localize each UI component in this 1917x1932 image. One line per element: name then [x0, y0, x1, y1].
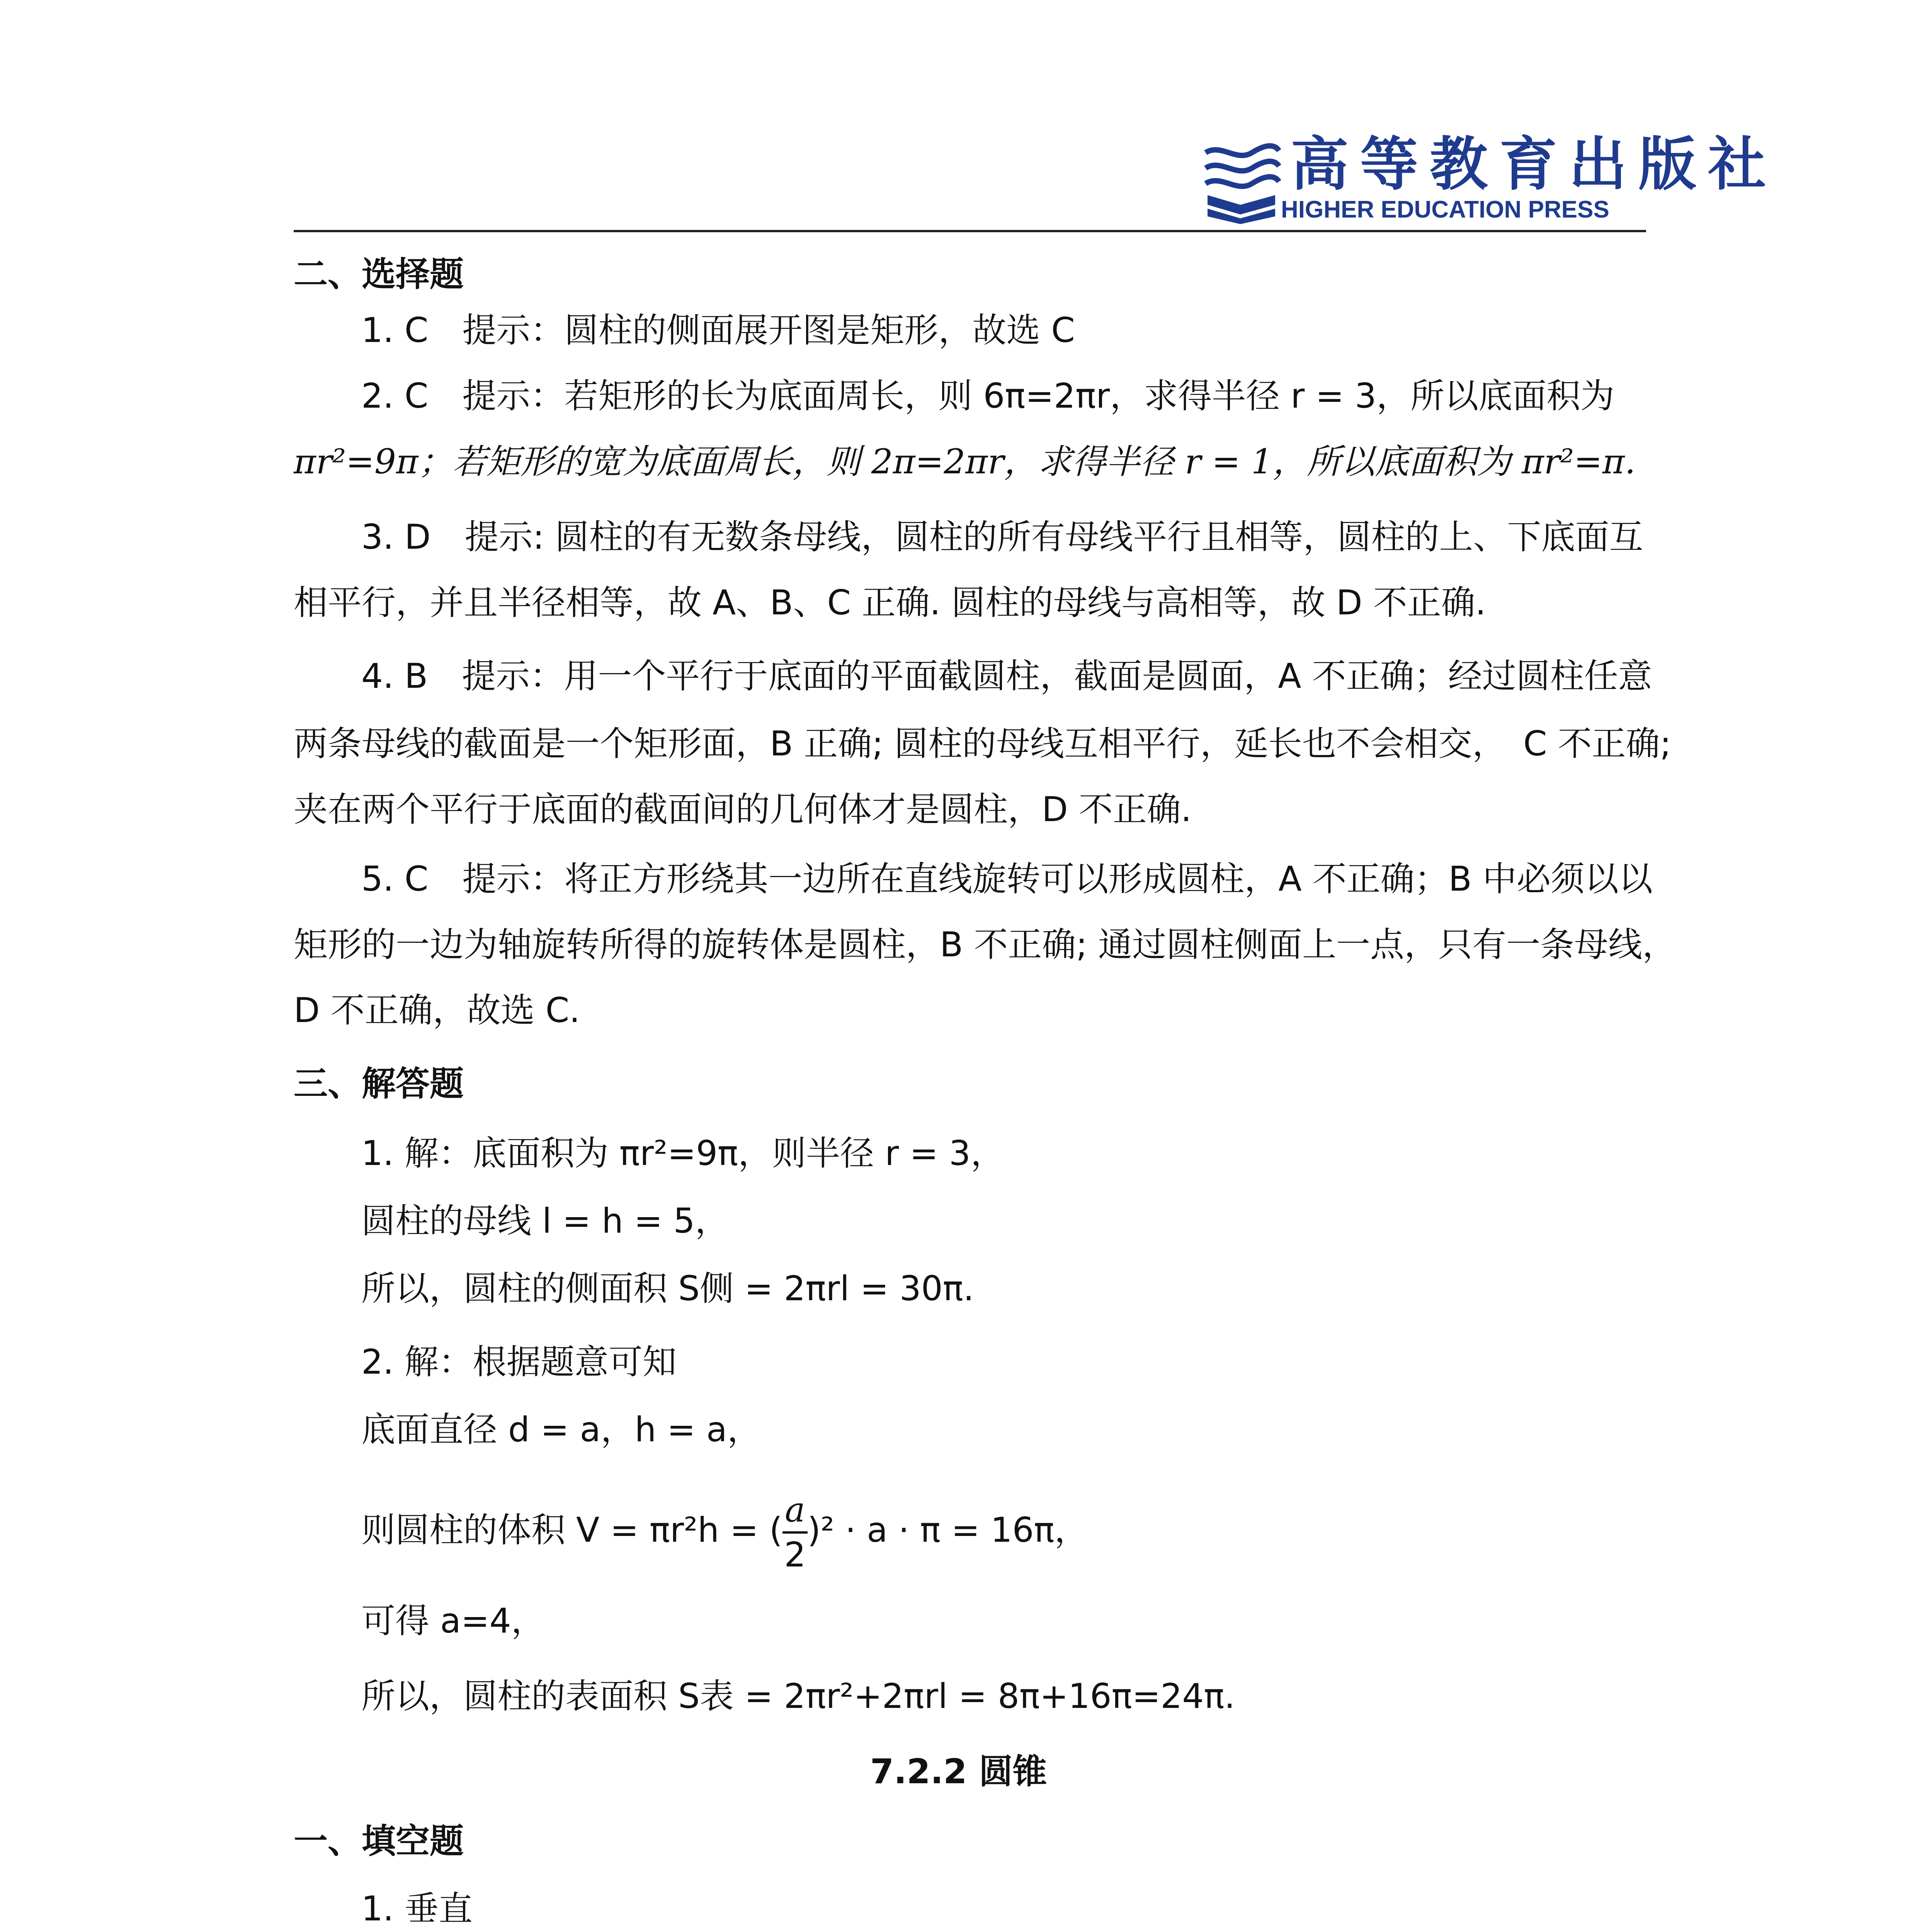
publisher-logo [1202, 130, 1778, 226]
publisher-name-en: HIGHER EDUCATION PRESS [1281, 196, 1609, 223]
answer-q3-line2: 相平行，并且半径相等，故 A、B、C 正确. 圆柱的母线与高相等，故 D 不正确. [294, 583, 1486, 622]
section-heading-solutions: 三、解答题 [294, 1064, 464, 1104]
fill-answer-1: 1. 垂直 [361, 1889, 473, 1929]
solution-1-line2: 圆柱的母线 l = h = 5， [361, 1201, 729, 1241]
solution-2-line2: 底面直径 d = a，h = a， [361, 1410, 761, 1449]
solution-1-line3: 所以，圆柱的侧面积 S侧 = 2πrl = 30π. [361, 1269, 974, 1308]
answer-q5-line1: 5. C 提示：将正方形绕其一边所在直线旋转可以形成圆柱，A 不正确；B 中必须以以 [361, 859, 1653, 899]
answer-q4-line1: 4. B 提示：用一个平行于底面的平面截圆柱，截面是圆面，A 不正确；经过圆柱任意 [361, 656, 1652, 696]
section-heading-fill: 一、填空题 [294, 1821, 464, 1861]
header-rule [294, 230, 1646, 232]
solution-2-line5: 所以，圆柱的表面积 S表 = 2πr²+2πrl = 8π+16π=24π. [361, 1676, 1235, 1716]
publisher-name-cn: 高等教育出版社 [1291, 130, 1778, 198]
answer-q5-line3: D 不正确，故选 C. [294, 990, 580, 1030]
publisher-emblem-icon [1202, 141, 1281, 224]
answer-q5-line2: 矩形的一边为轴旋转所得的旋转体是圆柱，B 不正确; 通过圆柱侧面上一点，只有一条母线， [294, 925, 1676, 964]
solution-2-line1: 2. 解：根据题意可知 [361, 1342, 677, 1382]
solution-2-line4: 可得 a=4， [361, 1601, 545, 1641]
answer-q1: 1. C 提示：圆柱的侧面展开图是矩形，故选 C [361, 310, 1075, 350]
section-heading-choice: 二、选择题 [294, 254, 464, 294]
solution-1-line1: 1. 解：底面积为 πr²=9π，则半径 r = 3， [361, 1133, 1005, 1173]
volume-formula-suffix: )² · a · π = 16π， [807, 1510, 1089, 1550]
fraction-denominator: 2 [784, 1535, 806, 1575]
answer-q2-line1: 2. C 提示：若矩形的长为底面周长，则 6π=2πr，求得半径 r = 3，所以底面积为 [361, 376, 1615, 416]
section-title: 7.2.2 圆锥 [870, 1752, 1047, 1791]
answer-q3-line1: 3. D 提示: 圆柱的有无数条母线，圆柱的所有母线平行且相等，圆柱的上、下底面互 [361, 517, 1643, 557]
fraction-numerator: a [782, 1489, 807, 1534]
answer-q4-line3: 夹在两个平行于底面的截面间的几何体才是圆柱，D 不正确. [294, 789, 1192, 829]
answer-q2-line2: πr²=9π；若矩形的宽为底面周长，则 2π=2πr，求得半径 r = 1，所以底面积为 πr²=π. [294, 442, 1636, 481]
volume-formula-prefix: 则圆柱的体积 V = πr²h = ( [361, 1510, 783, 1550]
solution-2-line3 [361, 1484, 1089, 1577]
fraction-a-over-2 [782, 1489, 807, 1576]
answer-q4-line2: 两条母线的截面是一个矩形面，B 正确; 圆柱的母线互相平行，延长也不会相交， C 不正确; [294, 724, 1672, 764]
